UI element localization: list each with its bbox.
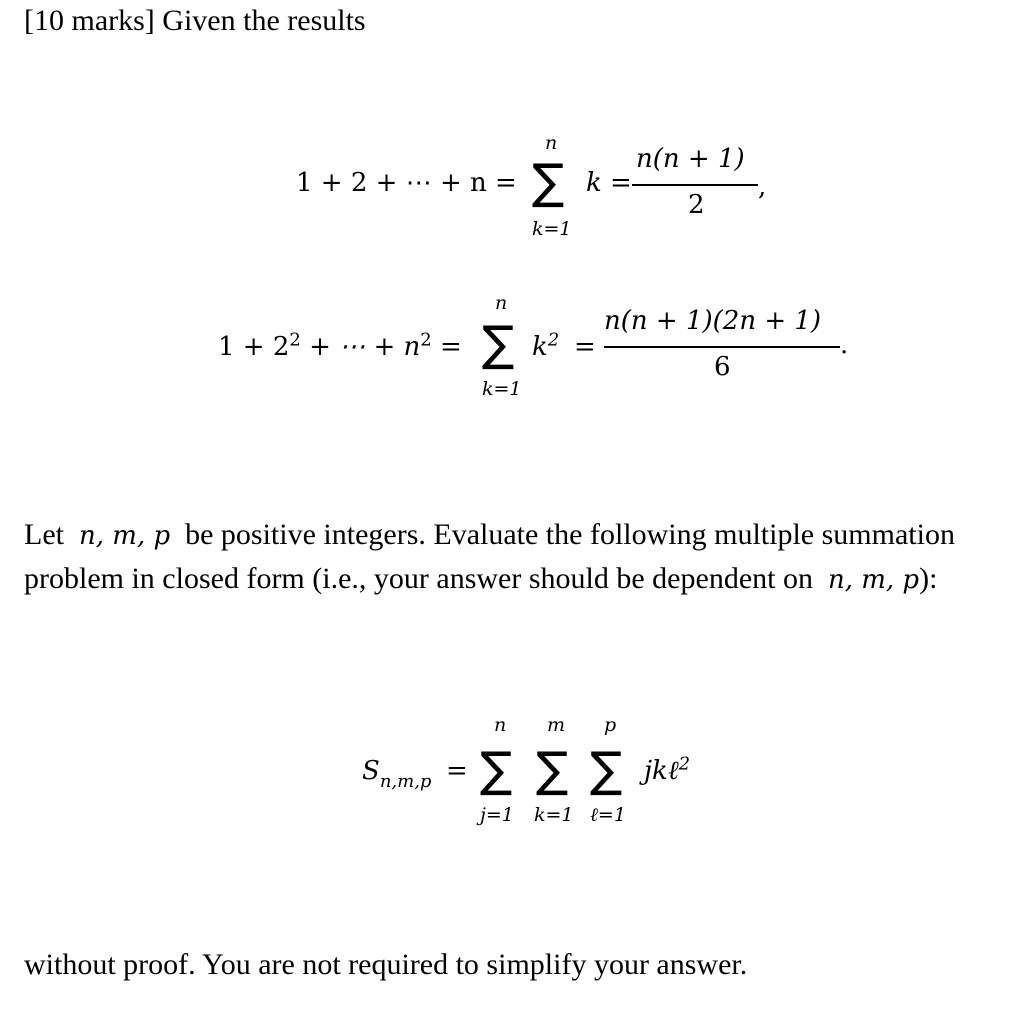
eq3-sigma3-icon: ∑	[590, 742, 623, 798]
eq2-fraction-bar	[604, 346, 840, 348]
para2-text-a: problem in closed form (i.e., your answer should be dependent on	[24, 562, 813, 595]
eq2-summand-base: k	[532, 332, 548, 362]
eq1-numerator: n(n + 1)	[636, 144, 745, 174]
question-heading: [10 marks] Given the results	[24, 4, 366, 37]
eq2-lhs-part-c: =	[431, 332, 462, 362]
eq3-summand-base: jkℓ	[644, 756, 679, 786]
eq3-sum1-lower: j=1	[480, 804, 514, 826]
eq1-summand: k =	[586, 168, 632, 198]
eq3-lhs-subscript: n,m,p	[379, 771, 432, 792]
eq2-lhs-part-b: + ⋯ + n	[300, 332, 421, 362]
eq2-sigma-icon: ∑	[482, 316, 515, 372]
eq3-sum1-upper: n	[494, 714, 507, 736]
eq1-fraction-bar	[632, 184, 758, 186]
eq3-sum2-upper: m	[547, 714, 566, 736]
eq2-summand	[532, 329, 560, 362]
eq3-summand-sup: 2	[678, 753, 691, 775]
eq1-sigma-icon: ∑	[532, 154, 565, 210]
para1-text-a: Let	[24, 518, 64, 551]
eq3-sum3-lower: ℓ=1	[590, 804, 626, 826]
eq2-sum-lower: k=1	[482, 378, 522, 400]
eq2-lhs-sup1: 2	[289, 329, 301, 351]
eq1-sum-lower: k=1	[532, 218, 572, 240]
eq2-lhs-sup2: 2	[420, 329, 432, 351]
eq1-sum-upper: n	[545, 132, 558, 154]
para2-text-b: ):	[919, 562, 938, 595]
eq2-lhs-part-a: 1 + 2	[218, 332, 290, 362]
eq3-sum2-lower: k=1	[534, 804, 574, 826]
eq2-numerator: n(n + 1)(2n + 1)	[604, 306, 822, 336]
eq2-lhs	[218, 329, 462, 362]
eq2-summand-sup: 2	[547, 329, 560, 351]
eq3-lhs	[362, 756, 432, 792]
eq1-lhs: 1 + 2 + ⋯ + n =	[296, 168, 517, 198]
eq3-sigma2-icon: ∑	[536, 742, 569, 798]
eq1-denominator: 2	[688, 190, 705, 220]
eq3-equals: =	[446, 756, 468, 786]
paragraph-line-1	[24, 518, 955, 552]
eq3-sum3-upper: p	[604, 714, 617, 736]
para1-text-b: be positive integers. Evaluate the following multiple summation	[185, 518, 955, 551]
eq2-trailing-period: .	[840, 330, 849, 360]
footer-instruction: without proof. You are not required to simplify your answer.	[24, 948, 748, 981]
eq2-sum-upper: n	[495, 292, 508, 314]
eq3-summand	[644, 753, 691, 786]
eq3-sigma1-icon: ∑	[480, 742, 513, 798]
para2-vars: n, m, p	[827, 565, 920, 595]
eq3-lhs-base: S	[362, 756, 380, 786]
paragraph-line-2	[24, 562, 937, 596]
para1-vars: n, m, p	[78, 521, 171, 551]
eq2-equals: =	[574, 332, 596, 362]
eq1-trailing-comma: ,	[758, 172, 767, 202]
eq2-denominator: 6	[714, 352, 731, 382]
